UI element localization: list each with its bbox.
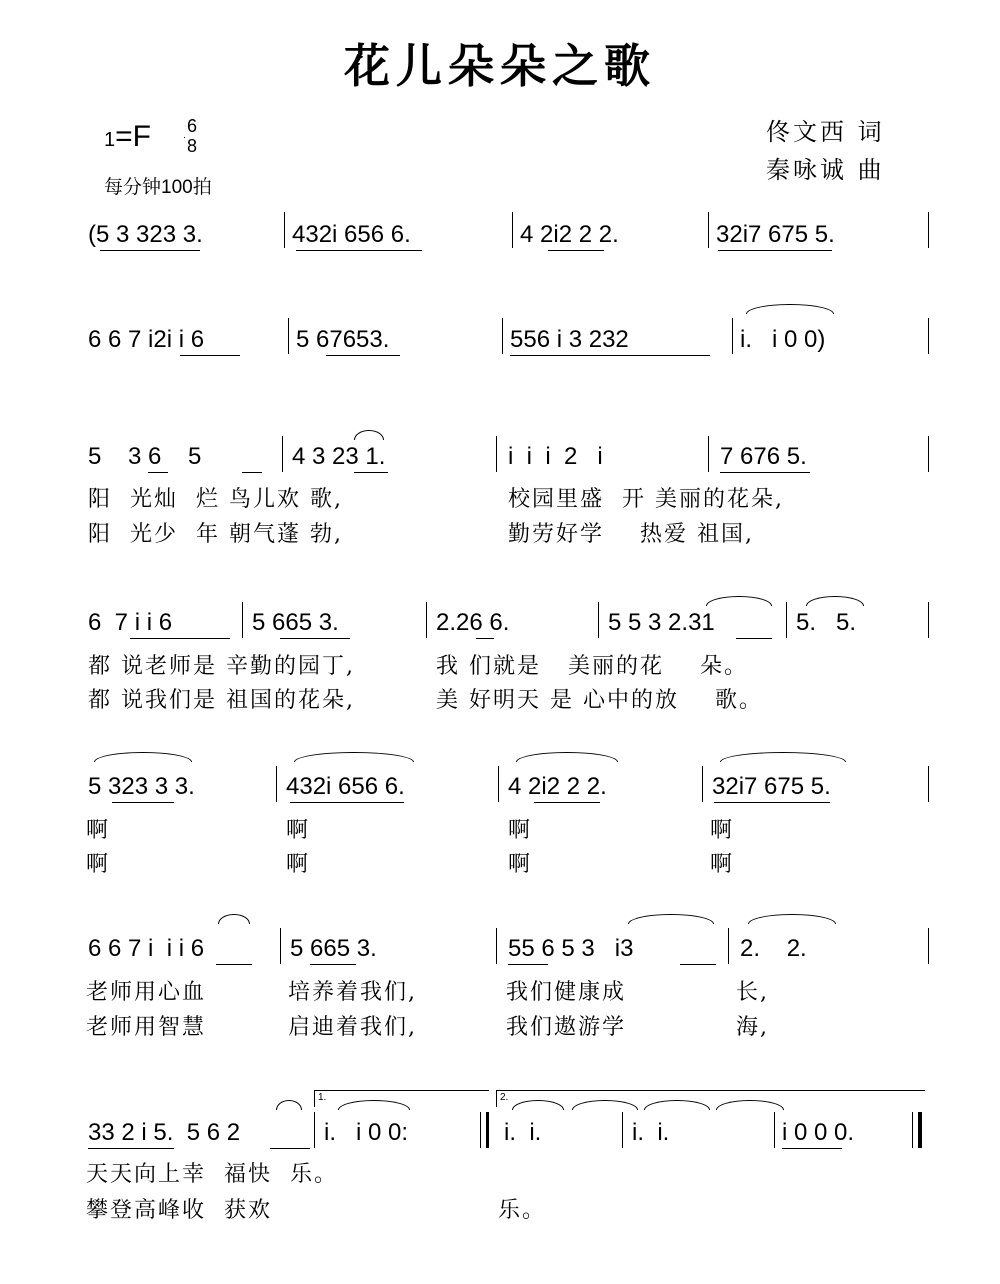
lyric-line: 海, [736, 1015, 769, 1040]
beam-underline [216, 964, 252, 965]
lyric-line: 阳 光少 年 朝气蓬 勃, [88, 522, 343, 547]
barline [598, 602, 599, 638]
lyrics-row-6-verse-1 [0, 978, 1000, 1012]
lyric-line: 乐。 [498, 1198, 547, 1223]
barline [496, 436, 497, 472]
measure: 6 7 i i 6 [88, 609, 173, 636]
barline [928, 766, 929, 802]
barline [276, 766, 277, 802]
measure: i. i 0 0) [740, 326, 826, 353]
measure: 5 323 3 3. [88, 773, 195, 800]
barline [732, 318, 733, 354]
time-signature: 6 8 [184, 116, 200, 156]
beam-underline [180, 355, 240, 356]
beam-underline [782, 1148, 842, 1149]
lyrics-row-3-verse-1 [0, 485, 1000, 519]
measure: 5 665 3. [252, 609, 339, 636]
barline [512, 212, 513, 248]
measure: 6 6 7 i2i i 6 [88, 326, 205, 353]
measure: 5 3 6 5 [88, 443, 202, 470]
tempo-marking: 每分钟100拍 [104, 177, 212, 198]
tie-slur [276, 1100, 302, 1110]
lyric-line: 老师用心血 [86, 980, 207, 1005]
lyric-line: 勤劳好学 热爱 祖国, [508, 522, 754, 547]
measure: (5 3 323 3. [88, 221, 203, 248]
beam-underline [296, 250, 422, 251]
lyrics-row-6-verse-2 [0, 1013, 1000, 1047]
tie-slur [720, 752, 846, 762]
tie-slur [748, 914, 836, 924]
tie-slur [516, 752, 618, 762]
lyric-line: 啊 [86, 818, 111, 843]
lyrics-row-5-verse-1 [0, 816, 1000, 850]
beam-underline [112, 802, 174, 803]
measure: 5. 5. [796, 609, 857, 636]
tie-slur [628, 914, 714, 924]
lyric-line: 啊 [710, 852, 735, 877]
lyric-line: 校园里盛 开 美丽的花朵, [508, 487, 784, 512]
barline [498, 766, 499, 802]
beam-underline [534, 802, 600, 803]
measure: 7 676 5. [720, 443, 807, 470]
measure: 5 67653. [296, 326, 390, 353]
barline [774, 1112, 775, 1148]
lyric-line: 啊 [86, 852, 111, 877]
barline [928, 928, 929, 964]
beam-underline [290, 802, 404, 803]
lyricist-credit: 佟文西 词 [766, 118, 885, 146]
notation-row-2 [0, 325, 1000, 385]
barline [708, 436, 709, 472]
barline [786, 602, 787, 638]
measure: 5 5 3 2.31 [608, 609, 715, 636]
lyrics-row-7-verse-1 [0, 1160, 1000, 1194]
repeat-barline-thick [486, 1112, 489, 1148]
lyric-line: 啊 [286, 852, 311, 877]
measure: i. i. [504, 1119, 542, 1146]
beam-underline [326, 355, 400, 356]
measure: i. i 0 0: [324, 1119, 409, 1146]
tie-slur [294, 752, 414, 762]
beam-underline [720, 472, 810, 473]
barline [282, 436, 283, 472]
barline [928, 318, 929, 354]
beam-underline [718, 250, 832, 251]
beam-underline [508, 964, 548, 965]
lyric-line: 都 说我们是 祖国的花朵, [88, 688, 355, 713]
measure: 55 6 5 3 i3 [508, 935, 634, 962]
barline [284, 212, 285, 248]
barline [426, 602, 427, 638]
beam-underline [270, 1148, 310, 1149]
beam-underline [148, 472, 168, 473]
measure: 4 2i2 2 2. [508, 773, 607, 800]
final-barline-thick [918, 1112, 922, 1148]
lyric-line: 阳 光灿 烂 鸟儿欢 歌, [88, 487, 343, 512]
barline [242, 602, 243, 638]
measure: i 0 0 0. [782, 1119, 855, 1146]
measure: 556 i 3 232 [510, 326, 629, 353]
tie-slur [806, 596, 864, 606]
lyric-line: 长, [736, 980, 769, 1005]
measure: 432i 656 6. [286, 773, 405, 800]
measure: 4 2i2 2 2. [520, 221, 619, 248]
barline [502, 318, 503, 354]
lyric-line: 我们健康成 [506, 980, 627, 1005]
barline [928, 602, 929, 638]
lyric-line: 启迪着我们, [288, 1015, 417, 1040]
lyric-line: 都 说老师是 辛勤的园丁, [88, 654, 355, 679]
lyrics-row-5-verse-2 [0, 850, 1000, 884]
tie-slur [94, 752, 192, 762]
beam-underline [476, 638, 494, 639]
measure: 2. 2. [740, 935, 807, 962]
barline [928, 436, 929, 472]
lyric-line: 啊 [286, 818, 311, 843]
barline [622, 1112, 623, 1148]
lyric-line: 我们遨游学 [506, 1015, 627, 1040]
barline [288, 318, 289, 354]
beam-underline [88, 1148, 174, 1149]
measure: i i i 2 i [508, 443, 603, 470]
beam-underline [548, 250, 604, 251]
measure: 6 6 7 i i i 6 [88, 935, 205, 962]
barline [728, 928, 729, 964]
second-ending-label: 2. [500, 1092, 509, 1103]
measure: 4 3 23 1. [292, 443, 386, 470]
beam-underline [510, 355, 710, 356]
barline [708, 212, 709, 248]
repeat-barline [480, 1112, 481, 1148]
tie-slur [746, 304, 834, 314]
lyrics-row-7-verse-2 [0, 1196, 1000, 1230]
measure: 5 665 3. [290, 935, 377, 962]
measure: 32i7 675 5. [712, 773, 831, 800]
measure: i. i. [632, 1119, 670, 1146]
lyric-line: 啊 [508, 852, 533, 877]
barline [702, 766, 703, 802]
measure: 33 2 i 5. 5 6 2 [88, 1119, 241, 1146]
first-ending-label: 1. [318, 1092, 327, 1103]
lyric-line: 我 们就是 美丽的花 朵。 [436, 654, 748, 679]
tie-slur [354, 430, 384, 440]
lyric-line: 啊 [710, 818, 735, 843]
measure: 2.26 6. [436, 609, 510, 636]
lyrics-row-4-verse-2 [0, 686, 1000, 720]
lyric-line: 天天向上幸 福快 乐。 [86, 1162, 338, 1187]
tie-slur [706, 596, 772, 606]
beam-underline [714, 802, 830, 803]
lyrics-row-4-verse-1 [0, 652, 1000, 686]
lyric-line: 老师用智慧 [86, 1015, 207, 1040]
lyric-line: 美 好明天 是 心中的放 歌。 [436, 688, 763, 713]
lyric-line: 攀登高峰收 获欢 [86, 1198, 272, 1223]
beam-underline [242, 472, 262, 473]
beam-underline [280, 638, 350, 639]
measure: 32i7 675 5. [716, 221, 835, 248]
key-signature: 1=F [104, 120, 151, 153]
beam-underline [310, 964, 356, 965]
barline [314, 1112, 315, 1148]
lyrics-row-3-verse-2 [0, 520, 1000, 554]
final-barline [912, 1112, 913, 1148]
beam-underline [680, 964, 716, 965]
barline [496, 928, 497, 964]
lyric-line: 啊 [508, 818, 533, 843]
beam-underline [736, 638, 772, 639]
barline [280, 928, 281, 964]
composer-credit: 秦咏诚 曲 [766, 156, 885, 184]
lyric-line: 培养着我们, [288, 980, 417, 1005]
tie-slur [218, 914, 250, 924]
beam-underline [130, 638, 230, 639]
song-title: 花儿朵朵之歌 [344, 39, 656, 93]
beam-underline [100, 250, 200, 251]
beam-underline [354, 472, 388, 473]
measure: 432i 656 6. [292, 221, 411, 248]
barline [928, 212, 929, 248]
